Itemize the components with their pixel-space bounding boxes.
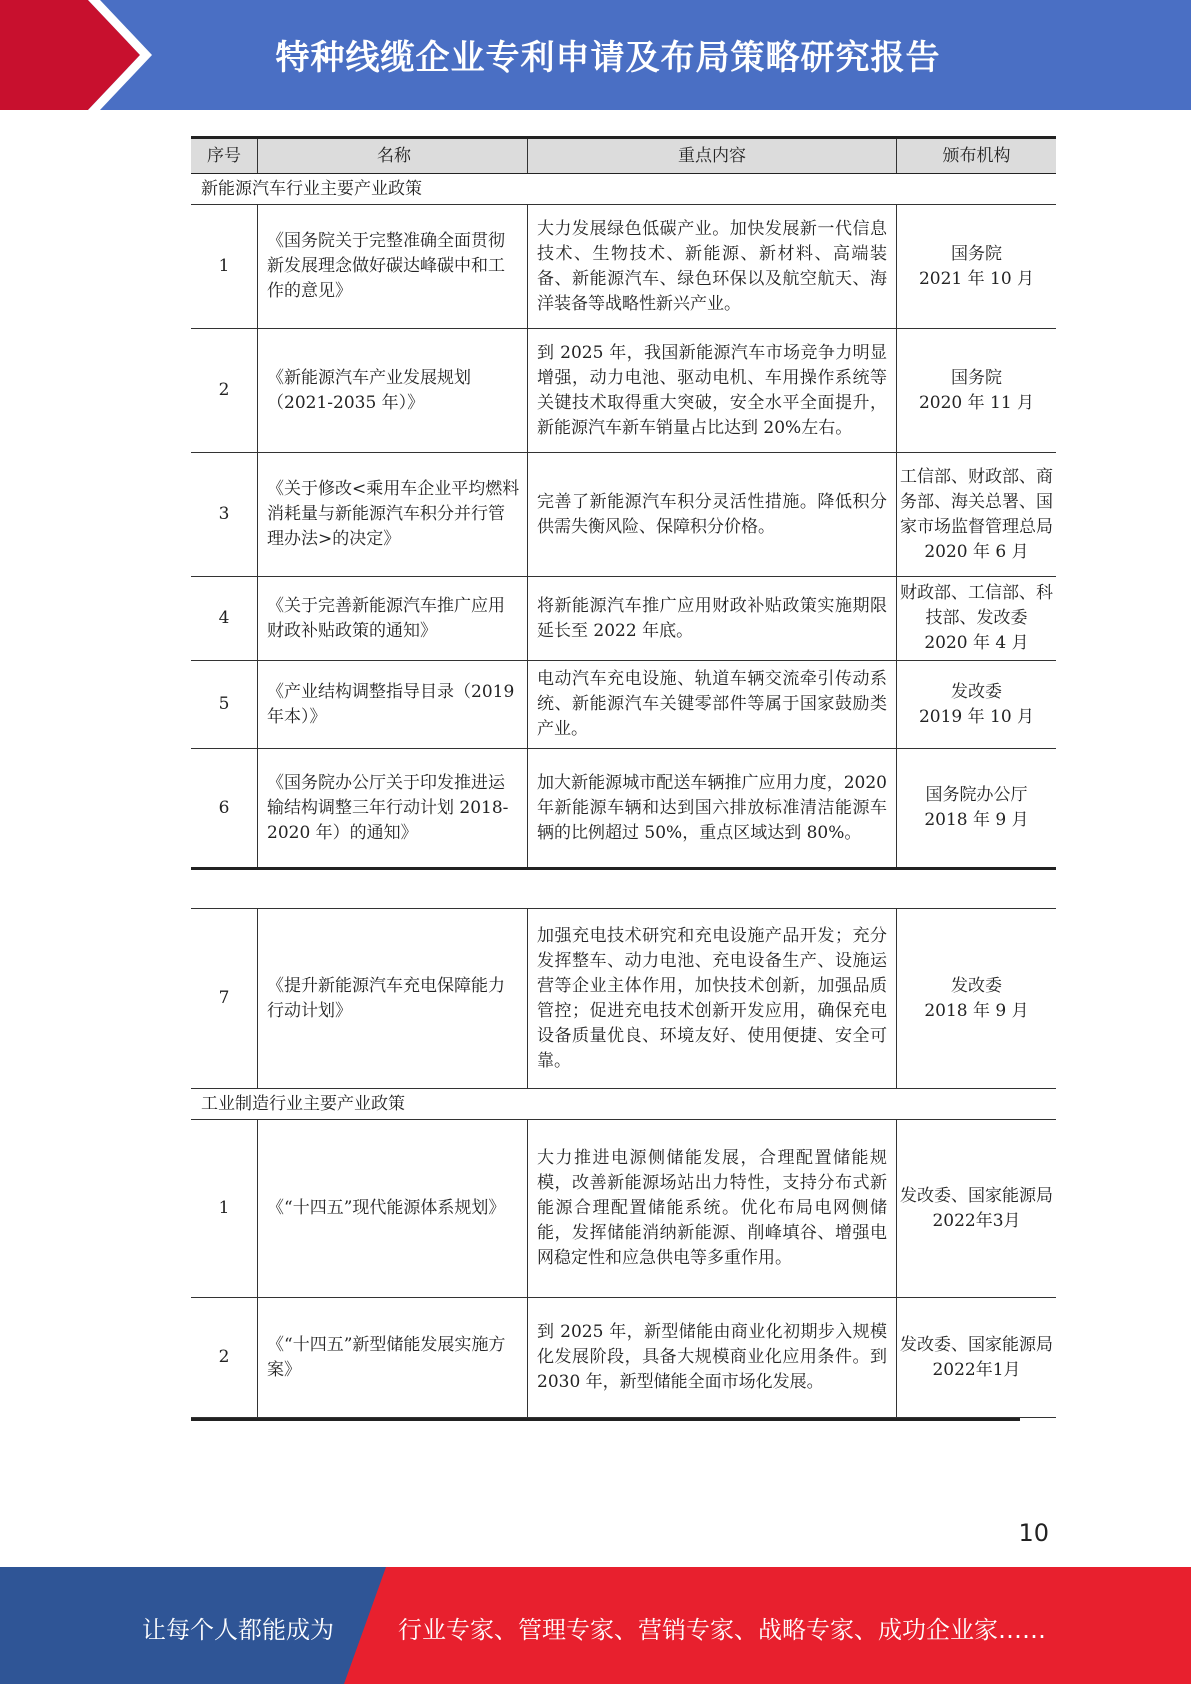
org-name: 发改委 [951,975,1002,996]
row-num: 6 [191,749,258,869]
row-name: 《关于修改<乘用车企业平均燃料消耗量与新能源汽车积分并行管理办法>的决定》 [258,453,528,577]
row-name: 《提升新能源汽车充电保障能力行动计划》 [258,909,528,1089]
footer-slogan-right: 行业专家、管理专家、营销专家、战略专家、成功企业家…… [398,1616,1046,1644]
row-num: 7 [191,909,258,1089]
row-num: 2 [191,329,258,453]
org-name: 国务院 [951,243,1002,264]
row-num: 3 [191,453,258,577]
row-org [897,453,1057,577]
row-org [897,661,1057,749]
org-name: 发改委、国家能源局 [900,1334,1053,1355]
row-content: 大力推进电源侧储能发展，合理配置储能规模，改善新能源场站出力特性，支持分布式新能源合理配置储能系统。优化布局电网侧储能，发挥储能消纳新能源、削峰填谷、增强电网稳定性和应急供电等多重作用。 [528,1120,897,1298]
footer-slogan-left: 让每个人都能成为 [142,1616,334,1644]
table-row [191,749,1056,869]
org-date: 2022年1月 [932,1359,1021,1380]
page-footer [0,1567,1191,1684]
row-name: 《国务院办公厅关于印发推进运输结构调整三年行动计划 2018-2020 年）的通知》 [258,749,528,869]
column-header-content: 重点内容 [528,138,897,174]
row-num: 1 [191,1120,258,1298]
row-org [897,1298,1057,1418]
row-content: 加大新能源城市配送车辆推广应用力度，2020 年新能源车辆和达到国六排放标准清洁能源车辆的比例超过 50%，重点区域达到 80%。 [528,749,897,869]
table-row [191,1298,1056,1418]
org-name: 工信部、财政部、商务部、海关总署、国家市场监督管理总局 [900,466,1053,537]
section-title: 工业制造行业主要产业政策 [191,1089,1056,1120]
row-content: 加强充电技术研究和充电设施产品开发；充分发挥整车、动力电池、充电设备生产、设施运营等企业主体作用，加快技术创新，加强品质管控；促进充电技术创新开发应用，确保充电设备质量优良、环境友好、使用便捷、安全可靠。 [528,909,897,1089]
table-bottom-rule [191,1418,1020,1421]
policy-table-continued [191,908,1056,1418]
row-content: 到 2025 年，新型储能由商业化初期步入规模化发展阶段，具备大规模商业化应用条件。到 2030 年，新型储能全面市场化发展。 [528,1298,897,1418]
row-content: 电动汽车充电设施、轨道车辆交流牵引传动系统、新能源汽车关键零部件等属于国家鼓励类产业。 [528,661,897,749]
table-row [191,329,1056,453]
document-title: 特种线缆企业专利申请及布局策略研究报告 [275,38,941,78]
table-row [191,453,1056,577]
row-num: 4 [191,577,258,661]
row-name: 《关于完善新能源汽车推广应用财政补贴政策的通知》 [258,577,528,661]
table-row [191,909,1056,1089]
section-title: 新能源汽车行业主要产业政策 [191,174,1056,205]
page-number: 10 [1018,1519,1049,1547]
page-header [0,0,1191,110]
row-name: 《“十四五”现代能源体系规划》 [258,1120,528,1298]
org-name: 国务院办公厅 [925,785,1028,805]
table-row [191,205,1056,329]
row-num: 5 [191,661,258,749]
row-org [897,577,1057,661]
row-name: 《产业结构调整指导目录（2019 年本）》 [258,661,528,749]
table-header-row [191,138,1056,174]
row-content: 大力发展绿色低碳产业。加快发展新一代信息技术、生物技术、新能源、新材料、高端装备、新能源汽车、绿色环保以及航空航天、海洋装备等战略性新兴产业。 [528,205,897,329]
column-header-num: 序号 [191,138,258,174]
org-name: 国务院 [951,367,1002,388]
org-date: 2021 年 10 月 [918,268,1035,289]
org-name: 发改委、国家能源局 [900,1185,1053,1206]
row-org [897,1120,1057,1298]
row-num: 1 [191,205,258,329]
row-org [897,329,1057,453]
row-name: 《“十四五”新型储能发展实施方案》 [258,1298,528,1418]
column-header-org: 颁布机构 [897,138,1057,174]
row-num: 2 [191,1298,258,1418]
org-date: 2018 年 9 月 [924,1000,1029,1021]
column-header-name: 名称 [258,138,528,174]
org-date: 2019 年 10 月 [918,706,1035,727]
policy-table [191,136,1056,870]
section-row [191,174,1056,205]
row-org [897,909,1057,1089]
row-content: 到 2025 年，我国新能源汽车市场竞争力明显增强，动力电池、驱动电机、车用操作系统等关键技术取得重大突破，安全水平全面提升，新能源汽车新车销量占比达到 20%左右。 [528,329,897,453]
row-name: 《国务院关于完整准确全面贯彻新发展理念做好碳达峰碳中和工作的意见》 [258,205,528,329]
section-row [191,1089,1056,1120]
row-content: 将新能源汽车推广应用财政补贴政策实施期限延长至 2022 年底。 [528,577,897,661]
row-org [897,205,1057,329]
org-name: 财政部、工信部、科技部、发改委 [900,583,1053,628]
org-date: 2018 年 9 月 [924,810,1029,830]
org-date: 2022年3月 [932,1210,1021,1231]
row-org [897,749,1057,869]
org-date: 2020 年 6 月 [924,541,1029,562]
row-name: 《新能源汽车产业发展规划（2021-2035 年）》 [258,329,528,453]
table-row [191,661,1056,749]
table-row [191,1120,1056,1298]
row-content: 完善了新能源汽车积分灵活性措施。降低积分供需失衡风险、保障积分价格。 [528,453,897,577]
org-date: 2020 年 4 月 [924,633,1029,653]
org-date: 2020 年 11 月 [918,392,1035,413]
org-name: 发改委 [951,681,1002,702]
table-row [191,577,1056,661]
